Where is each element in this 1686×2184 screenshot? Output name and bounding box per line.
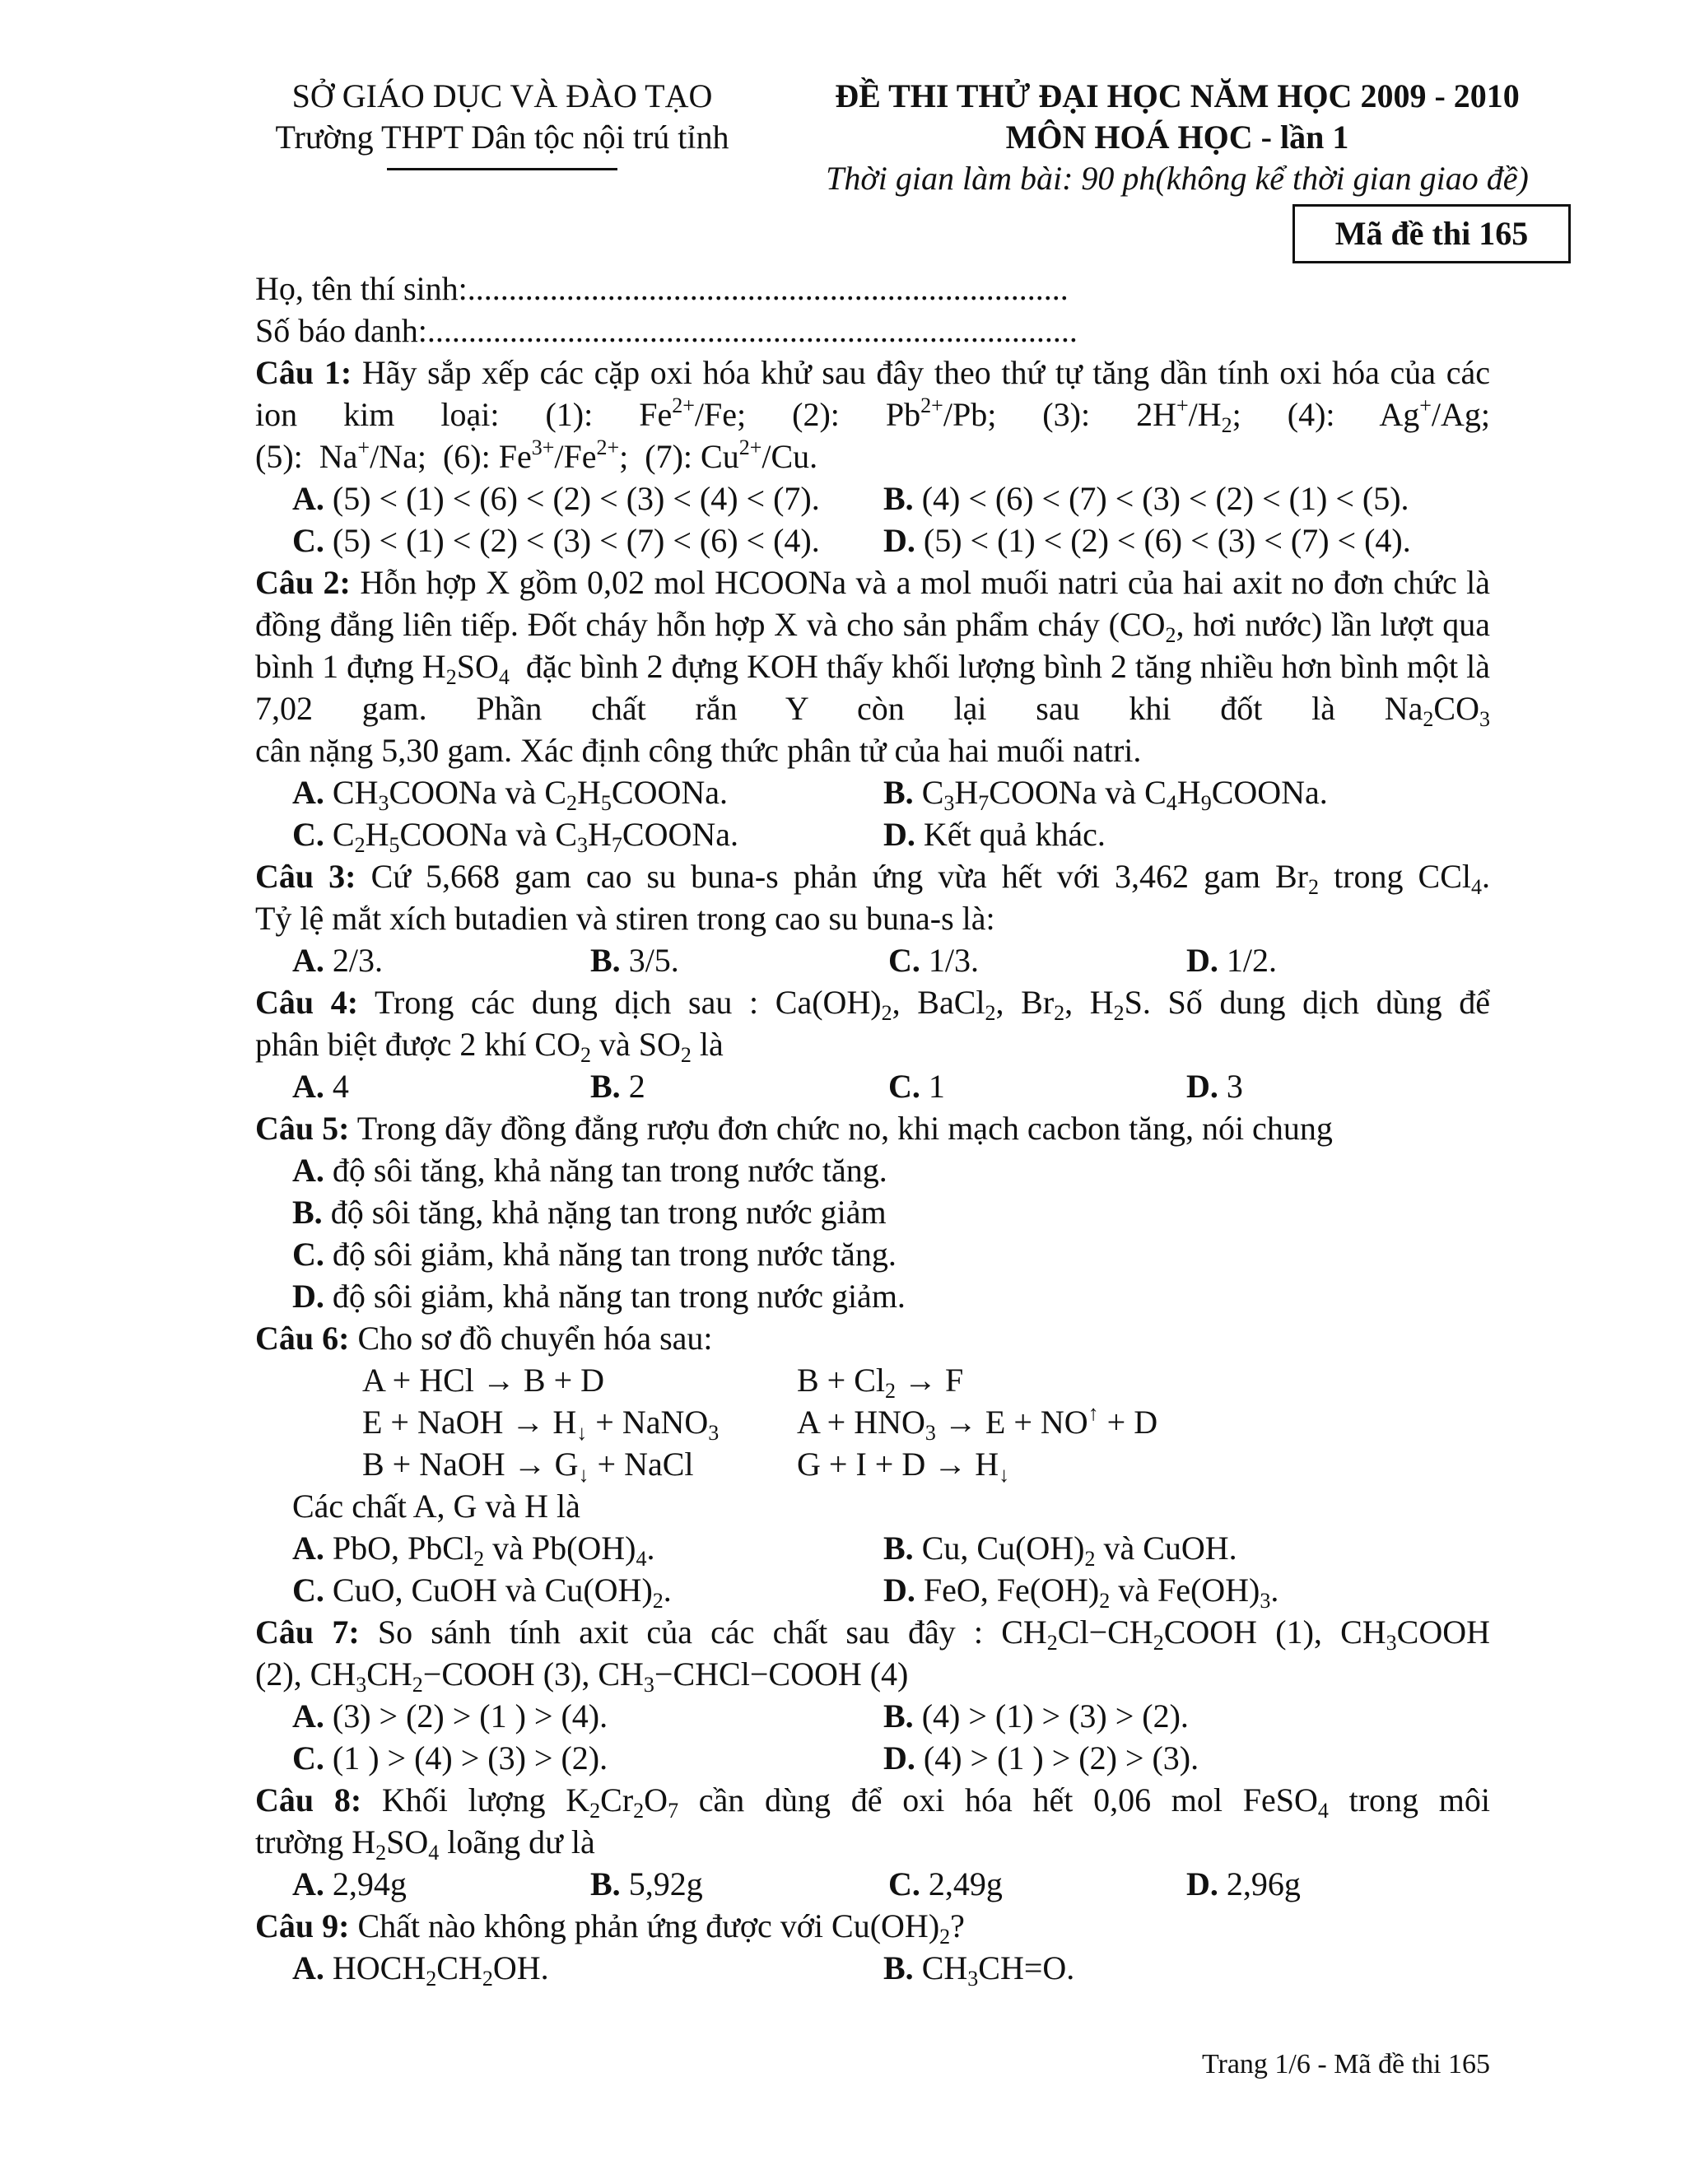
- question-1-stem-end: (5): Na+/Na; (6): $Fe^{3+}/Fe^{2+}$; (7): $Cu^{2+}/Cu$.: [255, 435, 818, 475]
- option-d[interactable]: D. FeO, $Fe(OH)_2$ và $Fe(OH)_3$.: [883, 1572, 1279, 1613]
- option-c[interactable]: C. 2,49g: [888, 1865, 1003, 1902]
- header-right: [782, 76, 1572, 199]
- exam-body: [255, 268, 1490, 1989]
- candidate-name-field: Họ, tên thí sinh:.........................................................................: [255, 270, 1069, 307]
- question-7-options-row-1: [292, 1695, 1490, 1737]
- reaction: B + NaOH → $G_↓$ + NaCl: [362, 1446, 694, 1487]
- option-b[interactable]: B. (4) > (1) > (3) > (2).: [883, 1697, 1189, 1735]
- option-d[interactable]: D. Kết quả khác.: [883, 816, 1106, 853]
- option-a[interactable]: A. độ sôi tăng, khả năng tan trong nước tăng.: [292, 1152, 887, 1189]
- question-8-options: [292, 1863, 1490, 1905]
- header-left: [247, 76, 757, 170]
- reaction: $B + Cl_2 \to F$: [797, 1362, 964, 1403]
- option-b[interactable]: B. 5,92g: [590, 1865, 703, 1902]
- option-c[interactable]: C. (5) < (1) < (2) < (3) < (7) < (6) < (4).: [292, 522, 820, 559]
- question-2-options-row-1: [292, 771, 1490, 813]
- question-6-options-row-1: [292, 1527, 1490, 1569]
- option-c[interactable]: C. (1 ) > (4) > (3) > (2).: [292, 1739, 608, 1777]
- school-name: Trường THPT Dân tộc nội trú tỉnh: [275, 119, 729, 156]
- reaction-row-2: [362, 1401, 1490, 1443]
- option-b[interactable]: B. 3/5.: [590, 942, 679, 979]
- reaction: E + NaOH → $H_↓$ + NaNO$_3$: [362, 1404, 720, 1445]
- question-2-stem: Câu 2: Hỗn hợp X gồm 0,02 mol HCOONa và a mol muối natri của hai axit no đơn chức là đồng đẳng liên tiếp. Đốt cháy hỗn hợp X và cho sản phẩm cháy ($CO_2$, hơi nước) lần lượt qua bình 1 đựng $H_2SO_4$ đặc bình 2 đựng KOH thấy khối lượng bình 2 tăng nhiều hơn bình một là 7,02 gam. Phần chất rắn Y còn lại sau khi đốt là $Na_2CO_3$: [255, 564, 1491, 731]
- question-4-stem-end: phân biệt được 2 khí $CO_2$ và $SO_2$ là: [255, 1026, 724, 1067]
- option-a[interactable]: A. $HOCH_2CH_2OH$.: [292, 1949, 549, 1991]
- reaction-row-1: [362, 1359, 1490, 1401]
- option-c[interactable]: C. 1: [888, 1068, 945, 1105]
- question-4-stem: Câu 4: Trong các dung dịch sau : $Ca(OH)_2$, BaCl$_2$, $Br_2$, $H_2S$. Số dung dịch dùng để: [255, 984, 1490, 1025]
- option-a[interactable]: A. 2/3.: [292, 942, 384, 979]
- question-8-stem: Câu 8: Khối lượng $K_2Cr_2O_7$ cần dùng để oxi hóa hết 0,06 mol FeSO$_4$ trong môi: [255, 1781, 1490, 1823]
- option-c[interactable]: C. $C_2H_5COONa$ và $C_3H_7COONa$.: [292, 816, 738, 857]
- question-3-options: [292, 939, 1490, 981]
- question-5-stem: Câu 5: Trong dãy đồng đẳng rượu đơn chức no, khi mạch cacbon tăng, nói chung: [255, 1110, 1333, 1147]
- option-d[interactable]: D. (5) < (1) < (2) < (6) < (3) < (7) < (4).: [883, 522, 1411, 559]
- question-4-options: [292, 1065, 1490, 1107]
- option-b[interactable]: B. $CH_3CH=O$.: [883, 1949, 1075, 1991]
- header-rule: [387, 168, 617, 170]
- exam-code-box: Mã đề thi 165: [1292, 204, 1571, 263]
- question-3-stem: Câu 3: Cứ 5,668 gam cao su buna-s phản ứng vừa hết với 3,462 gam $Br_2$ trong CCl$_4$.: [255, 858, 1491, 899]
- question-7-stem: Câu 7: So sánh tính axit của các chất sau đây : $CH_2Cl-CH_2COOH$ (1), $CH_3COOH$: [255, 1614, 1491, 1655]
- page-footer: Trang 1/6 - Mã đề thi 165: [1201, 2049, 1490, 2079]
- question-7-stem-end: (2), $CH_3CH_2-COOH$ (3), $CH_3-CHCl-COOH$ (4): [255, 1655, 909, 1697]
- option-a[interactable]: A. (5) < (1) < (6) < (2) < (3) < (4) < (7).: [292, 480, 820, 517]
- reaction: $G + I + D \to H_↓$: [797, 1446, 1010, 1487]
- department-name: SỞ GIÁO DỤC VÀ ĐÀO TẠO: [291, 77, 713, 114]
- option-a[interactable]: A. $CH_3COONa$ và $C_2H_5COONa$.: [292, 774, 728, 815]
- option-b[interactable]: B. $C_3H_7COONa$ và $C_4H_9COONa$.: [883, 774, 1328, 815]
- question-8-stem-end: trường $H_2SO_4$ loãng dư là: [255, 1823, 595, 1865]
- option-c[interactable]: C. độ sôi giảm, khả năng tan trong nước tăng.: [292, 1236, 897, 1273]
- exam-title: ĐỀ THI THỬ ĐẠI HỌC NĂM HỌC 2009 - 2010: [835, 77, 1520, 114]
- reaction: $A + HNO_3 \to E + NO^↑ + D$: [797, 1401, 1158, 1445]
- question-1-options-row-2: [292, 519, 1490, 561]
- question-6-options-row-2: [292, 1569, 1490, 1611]
- option-a[interactable]: A. 2,94g: [292, 1865, 407, 1902]
- question-1-options-row-1: [292, 477, 1490, 519]
- question-6-ask: Các chất A, G và H là: [292, 1488, 580, 1525]
- option-c[interactable]: C. 1/3.: [888, 942, 980, 979]
- option-c[interactable]: C. CuO, CuOH và $Cu(OH)_2$.: [292, 1572, 672, 1613]
- option-b[interactable]: B. Cu, $Cu(OH)_2$ và CuOH.: [883, 1530, 1237, 1571]
- question-3-stem-end: Tỷ lệ mắt xích butadien và stiren trong cao su buna-s là:: [255, 900, 995, 937]
- option-b[interactable]: B. (4) < (6) < (7) < (3) < (2) < (1) < (5).: [883, 480, 1409, 517]
- question-7-options-row-2: [292, 1737, 1490, 1779]
- question-2-stem-end: cân nặng 5,30 gam. Xác định công thức phân tử của hai muối natri.: [255, 732, 1142, 769]
- question-9-options: [292, 1947, 1490, 1989]
- time-note: Thời gian làm bài: 90 ph(không kể thời gian giao đề): [826, 160, 1529, 197]
- reaction-row-3: [362, 1443, 1490, 1485]
- option-b[interactable]: B. độ sôi tăng, khả nặng tan trong nước giảm: [292, 1194, 887, 1231]
- option-a[interactable]: A. 4: [292, 1068, 349, 1105]
- option-b[interactable]: B. 2: [590, 1068, 645, 1105]
- option-a[interactable]: A. (3) > (2) > (1 ) > (4).: [292, 1697, 608, 1735]
- option-a[interactable]: A. PbO, PbCl$_2$ và $Pb(OH)_4$.: [292, 1530, 655, 1571]
- subject-title: MÔN HOÁ HỌC - lần 1: [1005, 119, 1349, 156]
- question-2-options-row-2: [292, 813, 1490, 855]
- question-6-stem: Câu 6: Cho sơ đồ chuyển hóa sau:: [255, 1320, 713, 1357]
- option-d[interactable]: D. độ sôi giảm, khả năng tan trong nước giảm.: [292, 1278, 906, 1315]
- option-d[interactable]: D. 2,96g: [1186, 1865, 1301, 1902]
- candidate-number-field: Số báo danh:...............................................................................: [255, 312, 1078, 349]
- question-1-stem: Câu 1: Hãy sắp xếp các cặp oxi hóa khử sau đây theo thứ tự tăng dần tính oxi hóa của các ion kim loại: (1): $Fe^{2+}/Fe$; (2): $Pb^{2+}/Pb$; (3): $2H^+/H_2$; (4): Ag+/Ag;: [255, 354, 1491, 437]
- option-d[interactable]: D. 3: [1186, 1068, 1243, 1105]
- question-9-stem: Câu 9: Chất nào không phản ứng được với $Cu(OH)_2$?: [255, 1907, 965, 1949]
- reaction: A + HCl → B + D: [362, 1362, 605, 1399]
- option-d[interactable]: D. 1/2.: [1186, 942, 1278, 979]
- option-d[interactable]: D. (4) > (1 ) > (2) > (3).: [883, 1739, 1199, 1777]
- question-label: Câu 1:: [255, 354, 352, 391]
